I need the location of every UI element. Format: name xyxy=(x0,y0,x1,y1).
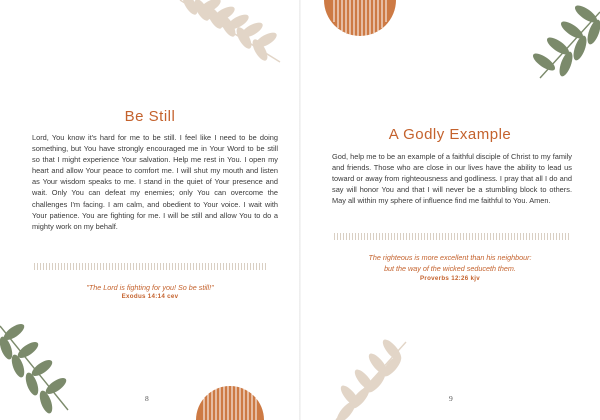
page-number: 8 xyxy=(145,394,149,403)
scripture-quote xyxy=(300,252,600,274)
page-title: A Godly Example xyxy=(388,126,512,143)
prayer-text: God, help me to be an example of a faithful disciple of Christ to my family and friends. Those who are close in our lives have the ability to lead us toward or away from righteousness and godliness. I pray that all I do and say will honor You and that I will never be a stumbling block to others. May all within my sphere of influence find me faithful to You. Amen. xyxy=(332,152,572,206)
decorative-stripe-divider xyxy=(334,233,570,240)
right-page xyxy=(300,0,600,420)
green-leaf-branch-illustration xyxy=(522,4,600,86)
scripture-reference: Proverbs 12:26 kjv xyxy=(419,275,481,282)
page-number: 9 xyxy=(449,394,453,403)
page-title: Be Still xyxy=(124,108,176,125)
prayer-text: Lord, You know it's hard for me to be still. I feel like I need to be doing something, but You have strongly encouraged me in Your Word to be still so that I might experience Your salvation. Help me rest in You. I open my heart and allow Your peace to comfort me. I will shut my mouth and listen as Your wisdom speaks to me. I stand in the quiet of Your presence and wait. Only You can defeat my enemies; only You can overcome the challenges I'm facing. I am calm, and obedient to Your voice. I wait with Your patience. You are fighting for me. I will be still and allow You to do a mighty work on my behalf. xyxy=(32,133,278,231)
sun-arch-illustration xyxy=(318,0,402,56)
decorative-stripe-divider xyxy=(34,263,268,270)
scripture-quote: "The Lord is fighting for you! So be still!" xyxy=(86,283,214,292)
beige-leaf-branch-illustration xyxy=(326,336,416,420)
scripture-reference: Exodus 14:14 cev xyxy=(121,293,179,300)
green-leaf-branch-illustration xyxy=(0,318,80,418)
scripture-quote-line: The righteous is more excellent than his neighbour: xyxy=(368,253,532,262)
beige-leaf-branch-illustration xyxy=(170,0,300,70)
sun-arch-illustration xyxy=(190,368,270,420)
scripture-quote-line: but the way of the wicked seduceth them. xyxy=(384,264,516,273)
